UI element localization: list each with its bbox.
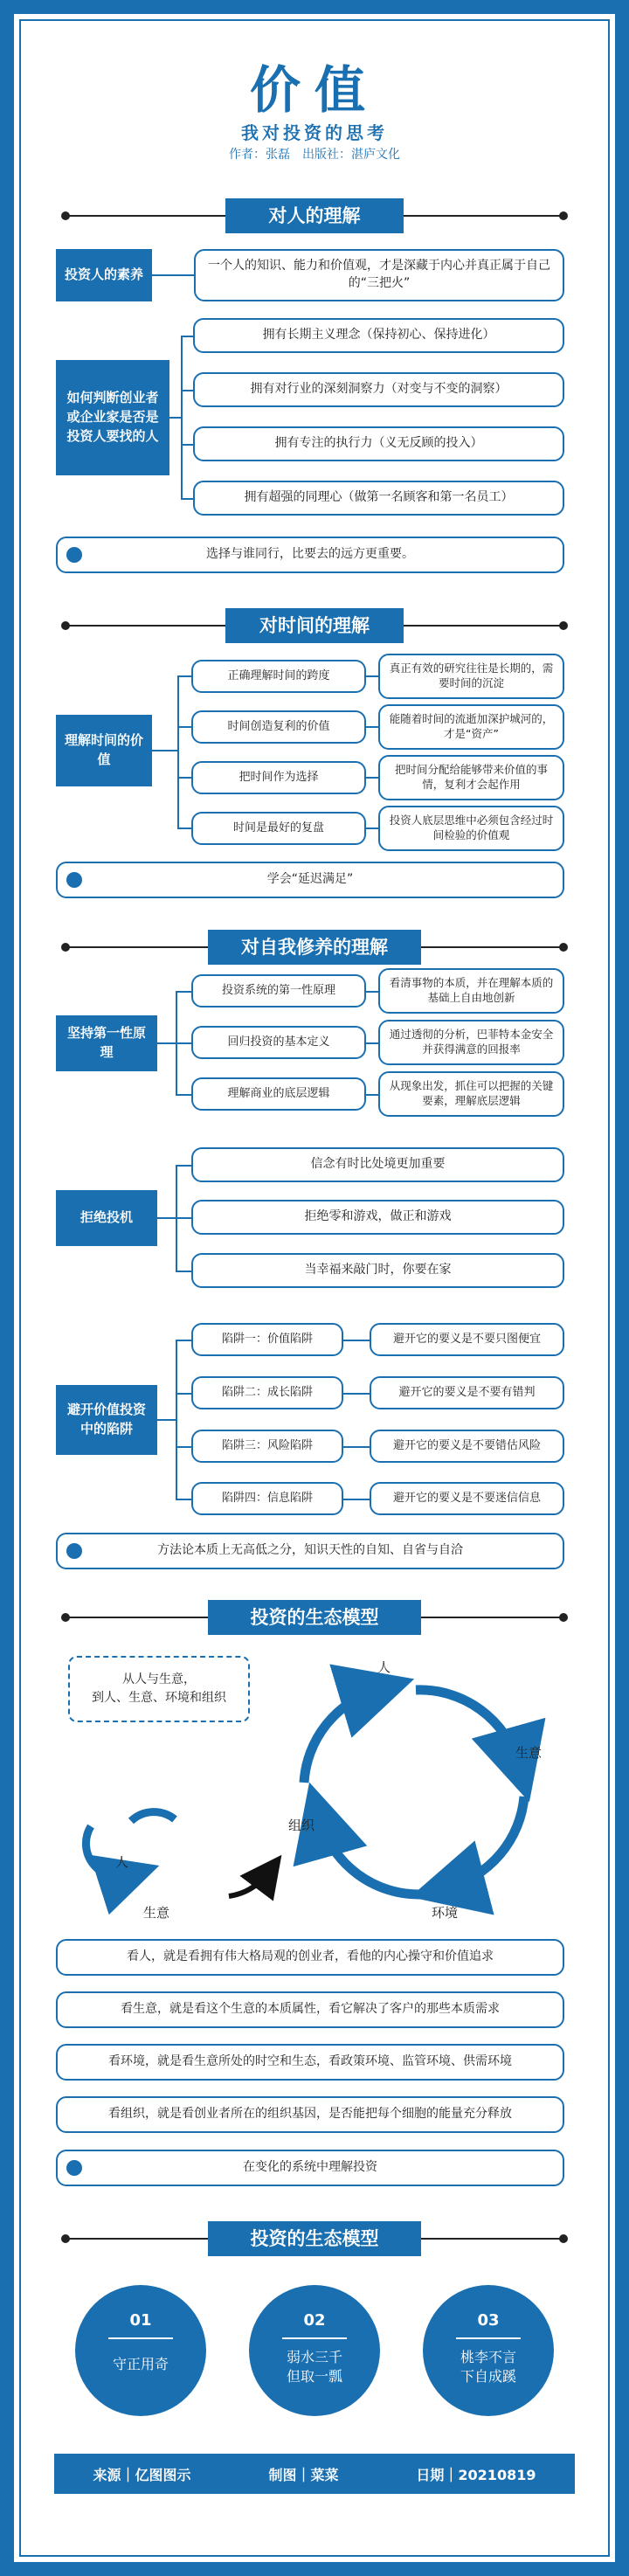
speculation-item: 信念有时比处境更加重要 [191, 1147, 564, 1182]
cycle-arc-env-org [320, 1819, 421, 1894]
cycle-arc-person-business [416, 1690, 519, 1765]
small-arc-top [131, 1812, 175, 1821]
connector [176, 991, 191, 993]
bullet-dot [66, 2160, 82, 2176]
connector [169, 417, 182, 419]
connector [343, 1499, 370, 1500]
connector-trunk [181, 336, 183, 500]
first-principle-label: 坚持第一性原理 [56, 1015, 157, 1071]
trap-detail: 避开它的要义是不要只图便宜 [370, 1323, 564, 1356]
circle-number: 02 [303, 2311, 326, 2330]
connector-trunk [176, 1340, 177, 1499]
time-detail: 把时间分配给能够带来价值的事情，复利才会起作用 [378, 755, 564, 800]
section-title-eco: 投资的生态模型 [208, 1600, 421, 1635]
eco-cycle-diagram [0, 1634, 629, 1922]
small-node-person: 人 [115, 1854, 129, 1870]
section-title-self: 对自我修养的理解 [208, 930, 421, 965]
circle-text: 守正用奇 [112, 2356, 169, 2372]
trait-item: 拥有超强的同理心（做第一名顾客和第一名员工） [193, 481, 564, 516]
connector-trunk [177, 675, 179, 828]
connector [176, 1042, 191, 1044]
cycle-arc-business-env [447, 1797, 524, 1887]
speculation-item: 拒绝零和游戏，做正和游戏 [191, 1200, 564, 1235]
circle-divider [108, 2337, 173, 2339]
trait-item: 拥有专注的执行力（义无反顾的投入） [193, 426, 564, 461]
connector [176, 1094, 191, 1096]
eco-node-business: 生意 [515, 1745, 543, 1761]
small-node-business: 生意 [143, 1905, 170, 1921]
circle-text: 桃李不言 下自成蹊 [460, 2349, 516, 2386]
eco-node-organization: 组织 [288, 1818, 315, 1833]
time-note [56, 862, 564, 898]
footer-maker: 制图｜菜菜 [268, 2466, 339, 2483]
connector [152, 750, 178, 751]
page-title: 价值 [249, 60, 379, 120]
circle-divider [282, 2337, 347, 2339]
principle-item: 理解商业的底层逻辑 [191, 1077, 366, 1111]
traps-label: 避开价值投资中的陷阱 [56, 1385, 157, 1455]
trap-item: 陷阱一：价值陷阱 [191, 1323, 343, 1356]
trap-detail: 避开它的要义是不要有错判 [370, 1376, 564, 1409]
author-line: 作者：张磊 出版社：湛庐文化 [229, 148, 400, 162]
connector [181, 498, 193, 500]
connector [366, 675, 378, 677]
connector [176, 1446, 191, 1448]
connector [366, 828, 378, 829]
connector [181, 336, 193, 337]
principle-circle-2 [249, 2285, 380, 2416]
eco-note [56, 2150, 564, 2186]
time-item: 把时间作为选择 [191, 761, 366, 794]
bullet-dot [66, 1543, 82, 1559]
cycle-arc-org-person [304, 1690, 377, 1783]
connector [343, 1446, 370, 1448]
time-detail: 投资人底层思维中必须包含经过时间检验的价值观 [378, 806, 564, 851]
section-dot [559, 2234, 568, 2243]
connector [343, 1393, 370, 1395]
connector [176, 1217, 191, 1219]
principle-detail: 从现象出发，抓住可以把握的关键要素，理解底层逻辑 [378, 1071, 564, 1117]
no-speculation-label: 拒绝投机 [56, 1190, 157, 1246]
bullet-dot [66, 872, 82, 888]
section-dot [559, 1613, 568, 1622]
section-dot [559, 621, 568, 630]
section-dot [559, 211, 568, 220]
connector [177, 675, 191, 677]
time-note-text: 学会“延迟满足” [266, 872, 354, 887]
section-title-time: 对时间的理解 [225, 608, 404, 643]
section-dot [559, 943, 568, 952]
connector [366, 1094, 378, 1096]
eco-node-environment: 环境 [432, 1905, 459, 1921]
principle-detail: 通过透彻的分析，巴菲特本金安全并获得满意的回报率 [378, 1020, 564, 1065]
trap-detail: 避开它的要义是不要迷信信息 [370, 1482, 564, 1515]
people-note [56, 537, 564, 573]
trap-item: 陷阱四：信息陷阱 [191, 1482, 343, 1515]
section-title-people: 对人的理解 [225, 198, 404, 233]
time-item: 正确理解时间的跨度 [191, 660, 366, 693]
speculation-item: 当幸福来敲门时，你要在家 [191, 1253, 564, 1288]
connector [176, 1165, 191, 1167]
connector [177, 828, 191, 829]
circle-text: 弱水三千 但取一瓢 [286, 2349, 342, 2386]
trap-item: 陷阱三：风险陷阱 [191, 1430, 343, 1463]
trap-item: 陷阱二：成长陷阱 [191, 1376, 343, 1409]
principle-item: 回归投资的基本定义 [191, 1026, 366, 1059]
eco-row: 看环境，就是看生意所处的时空和生态，看政策环境、监管环境、供需环境 [56, 2044, 564, 2081]
time-item: 时间是最好的复盘 [191, 812, 366, 845]
eco-node-person: 人 [377, 1659, 391, 1675]
connector [366, 991, 378, 993]
trait-item: 拥有长期主义理念（保持初心、保持进化） [193, 318, 564, 353]
footer-bar [54, 2454, 575, 2494]
self-note [56, 1533, 564, 1569]
time-value-label: 理解时间的价值 [56, 715, 152, 786]
connector [366, 777, 378, 779]
eco-row: 看组织，就是看创业者所在的组织基因，是否能把每个细胞的能量充分释放 [56, 2096, 564, 2133]
connector [152, 274, 194, 276]
connector [366, 1042, 378, 1044]
eco-row: 看生意，就是看这个生意的本质属性，看它解决了客户的那些本质需求 [56, 1991, 564, 2028]
time-detail: 能随着时间的流逝加深护城河的，才是“资产” [378, 704, 564, 750]
connector [157, 1042, 176, 1044]
connector [177, 777, 191, 779]
connector [181, 390, 193, 391]
investor-quality-label: 投资人的素养 [56, 249, 152, 301]
page-subtitle: 我对投资的思考 [241, 122, 388, 143]
connector [157, 1217, 176, 1219]
time-detail: 真正有效的研究往往是长期的，需要时间的沉淀 [378, 654, 564, 699]
connector [177, 726, 191, 728]
connector [176, 1340, 191, 1341]
judge-label: 如何判断创业者或企业家是否是投资人要找的人 [56, 360, 169, 475]
circle-divider [456, 2337, 521, 2339]
footer-date: 日期｜20210819 [416, 2466, 536, 2483]
footer-source: 来源｜亿图图示 [93, 2466, 191, 2483]
transition-arrow [229, 1872, 269, 1896]
time-item: 时间创造复利的价值 [191, 710, 366, 744]
trap-detail: 避开它的要义是不要错估风险 [370, 1430, 564, 1463]
principle-item: 投资系统的第一性原理 [191, 974, 366, 1008]
eco-row: 看人，就是看拥有伟大格局观的创业者，看他的内心操守和价值追求 [56, 1939, 564, 1976]
circle-number: 03 [477, 2311, 500, 2330]
principle-detail: 看清事物的本质，并在理解本质的基础上自由地创新 [378, 968, 564, 1014]
bullet-dot [66, 547, 82, 563]
trait-item: 拥有对行业的深刻洞察力（对变与不变的洞察） [193, 372, 564, 407]
connector [366, 726, 378, 728]
section-title-eco-2: 投资的生态模型 [208, 2221, 421, 2256]
investor-quality-text: 一个人的知识、能力和价值观，才是深藏于内心并真正属于自己的“三把火” [194, 249, 564, 301]
principle-circle-1 [75, 2285, 206, 2416]
principle-circle-3 [423, 2285, 554, 2416]
connector [176, 1499, 191, 1500]
eco-note-box: 从人与生意， 到人、生意、环境和组织 [68, 1656, 250, 1722]
people-note-text: 选择与谁同行，比要去的远方更重要。 [206, 547, 414, 562]
eco-note-text: 在变化的系统中理解投资 [243, 2160, 377, 2175]
connector [176, 1271, 191, 1272]
circle-number: 01 [129, 2311, 152, 2330]
connector [343, 1340, 370, 1341]
connector [157, 1419, 176, 1421]
connector [176, 1393, 191, 1395]
self-note-text: 方法论本质上无高低之分，知识天性的自知、自省与自洽 [157, 1543, 463, 1558]
connector [181, 444, 193, 446]
